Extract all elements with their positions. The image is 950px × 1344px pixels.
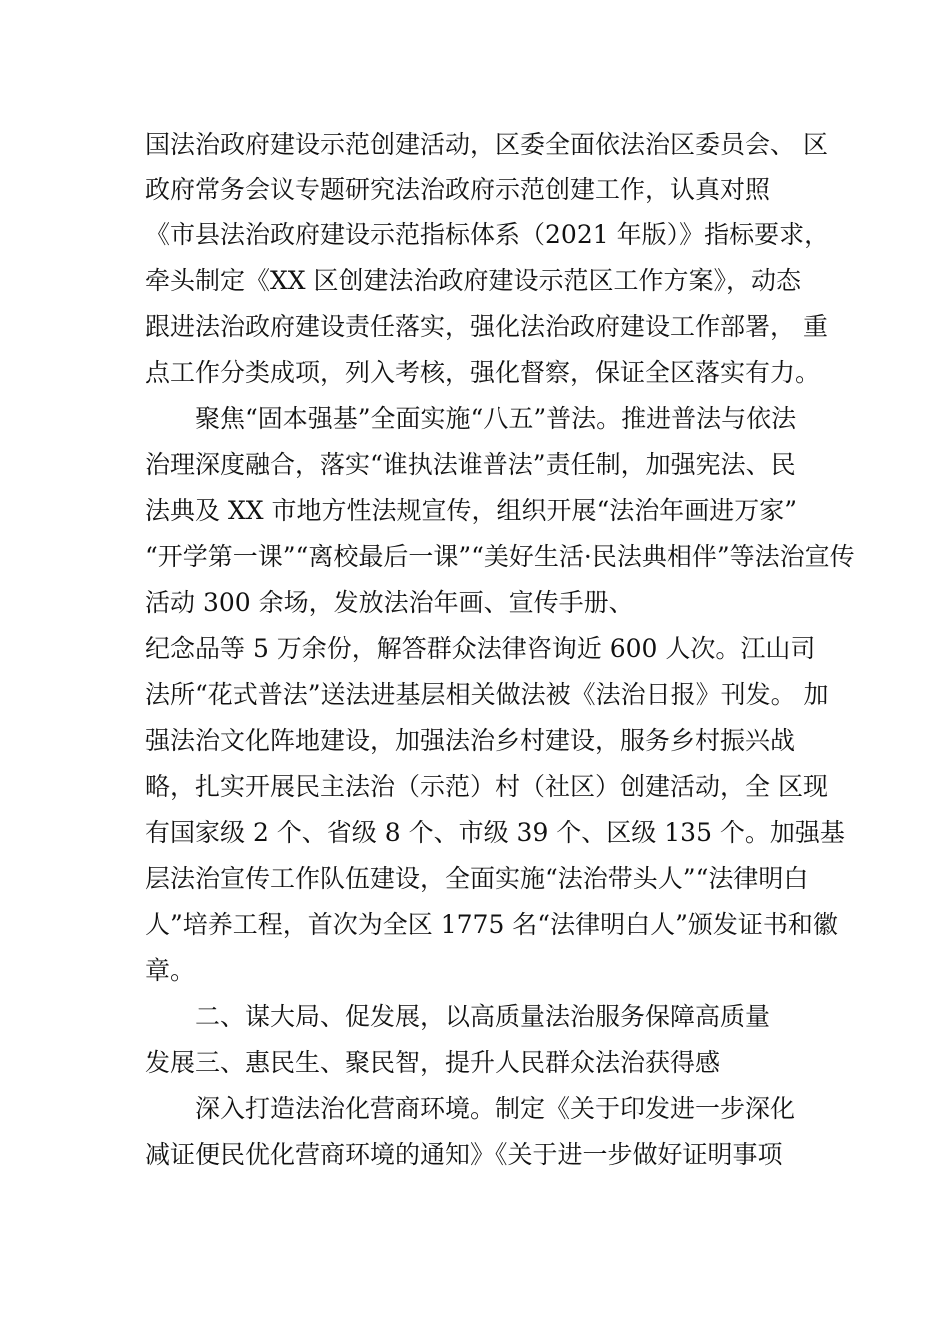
body-text-line: 国法治政府建设示范创建活动，区委全面依法治区委员会、 区: [145, 130, 828, 159]
body-text-line: 略，扎实开展民主法治（示范）村（社区）创建活动，全 区现: [145, 772, 828, 801]
body-text-line: 章。: [145, 956, 196, 985]
body-text-line: 《市县法治政府建设示范指标体系（2021 年版）》指标要求，: [145, 220, 830, 249]
body-text-line: 有国家级 2 个、省级 8 个、市级 39 个、区级 135 个。加强基: [145, 818, 845, 847]
body-text-line: 治理深度融合，落实“谁执法谁普法”责任制，加强宪法、民: [145, 450, 796, 479]
body-text-line: 跟进法治政府建设责任落实，强化法治政府建设工作部署， 重: [145, 312, 828, 341]
body-text-line: “开学第一课”“离校最后一课”“美好生活·民法典相伴”等法治宣传: [145, 542, 855, 571]
paragraph-first-line: 深入打造法治化营商环境。制定《关于印发进一步深化: [195, 1094, 796, 1123]
body-text-line: 纪念品等 5 万余份，解答群众法律咨询近 600 人次。江山司: [145, 634, 816, 663]
body-text-line: 政府常务会议专题研究法治政府示范创建工作，认真对照: [145, 175, 771, 204]
body-text-line: 层法治宣传工作队伍建设，全面实施“法治带头人”“法律明白: [145, 864, 809, 893]
body-text-line: 人”培养工程，首次为全区 1775 名“法律明白人”颁发证书和徽: [145, 910, 838, 939]
body-text-line: 减证便民优化营商环境的通知》《关于进一步做好证明事项: [145, 1140, 783, 1169]
body-text-line: 强法治文化阵地建设，加强法治乡村建设，服务乡村振兴战: [145, 726, 796, 755]
body-text-line: 活动 300 余场，发放法治年画、宣传手册、: [145, 588, 634, 617]
body-text-line: 牵头制定《XX 区创建法治政府建设示范区工作方案》，动态: [145, 266, 802, 295]
section-heading-line: 发展三、惠民生、聚民智，提升人民群众法治获得感: [145, 1048, 721, 1077]
body-text-line: 法典及 XX 市地方性法规宣传，组织开展“法治年画进万家”: [145, 496, 798, 525]
body-text-line: 法所“花式普法”送法进基层相关做法被《法治日报》刊发。 加: [145, 680, 829, 709]
paragraph-first-line: 聚焦“固本强基”全面实施“八五”普法。推进普法与依法: [195, 404, 797, 433]
body-text-line: 点工作分类成项，列入考核，强化督察，保证全区落实有力。: [145, 358, 821, 387]
section-heading-line: 二、谋大局、促发展，以高质量法治服务保障高质量: [195, 1002, 771, 1031]
